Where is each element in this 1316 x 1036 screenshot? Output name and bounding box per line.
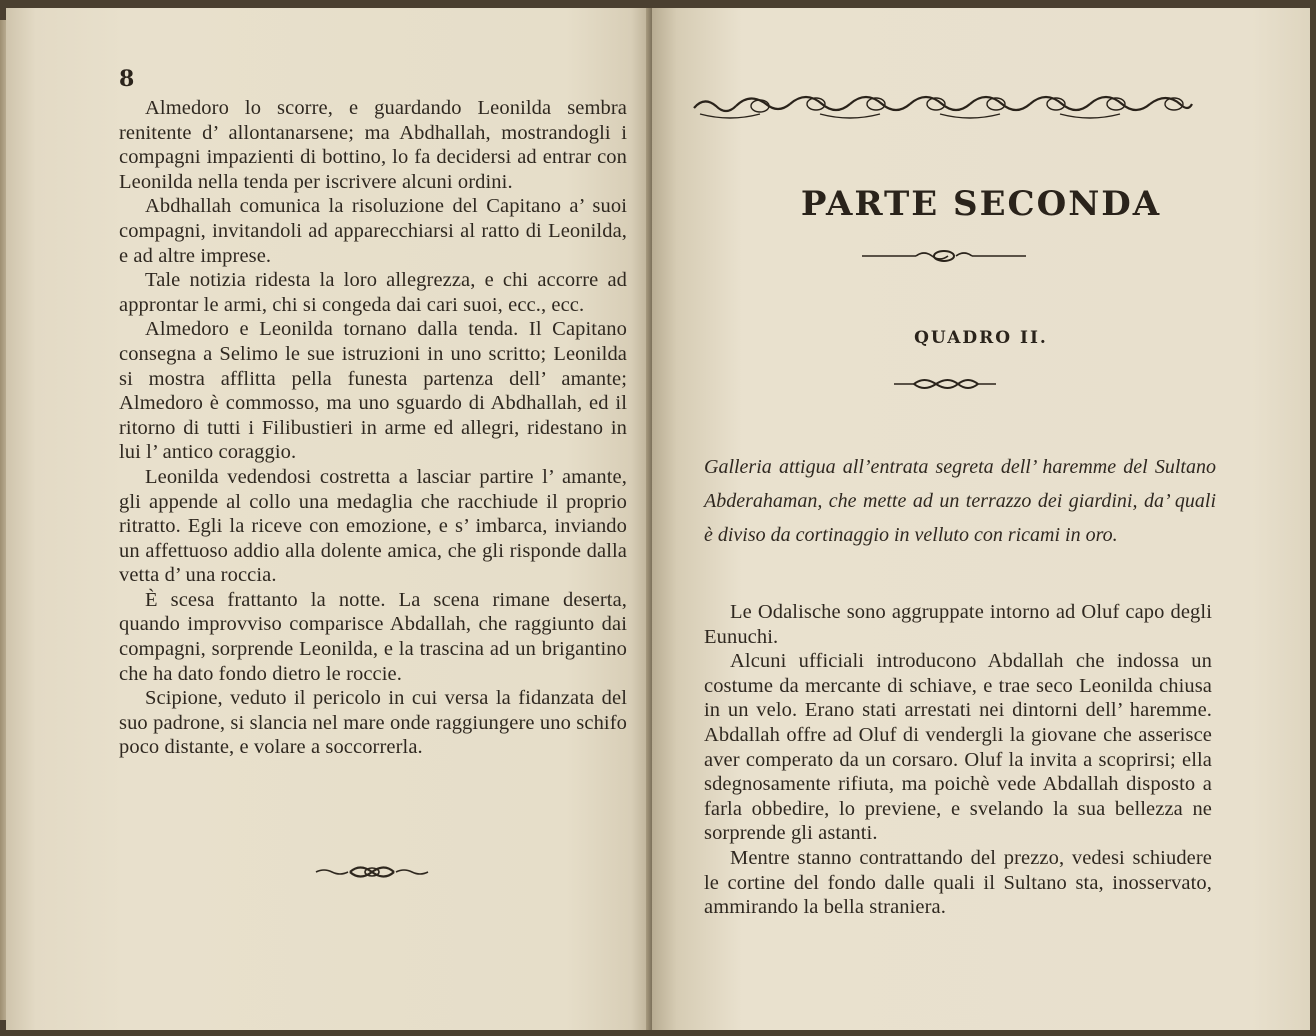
paragraph: Scipione, veduto il pericolo in cui versa la fidanzata del suo padrone, si slancia nel mare onde raggiungere uno schifo poco distante, e volare a soccorrerla.	[119, 687, 627, 759]
right-page	[652, 8, 1310, 1030]
header-ornament	[690, 86, 1196, 126]
paragraph: Tale notizia ridesta la loro allegrezza, e chi accorre ad approntar le armi, chi si congeda dai cari suoi, ecc., ecc.	[119, 269, 627, 316]
page-number: 8	[119, 66, 135, 92]
paragraph: È scesa frattanto la notte. La scena rimane deserta, quando improvviso comparisce Abdallah, che raggiunto dai compagni, sorprende Leonilda, e la trascina ad un brigantino che ha dato fondo dietro le roccie.	[119, 588, 627, 685]
paragraph: Almedoro lo scorre, e guardando Leonilda sembra renitente d’ allontanarsene; ma Abdhallah, mostrandogli i compagni impazienti di bottino, lo fa decidersi ad entrar con Leonilda nella tenda per iscrivere alcuni ordini.	[119, 97, 627, 193]
left-page-text	[119, 96, 627, 760]
scene-title: QUADRO II.	[914, 328, 1048, 348]
title-divider	[860, 246, 1028, 266]
scene-description: Galleria attigua all’entrata segreta dell’ haremme del Sultano Abderahaman, che mette ad un terrazzo dei giardini, da’ quali è diviso da cortinaggio in velluto con ricami in oro.	[704, 456, 1216, 546]
paragraph: Almedoro e Leonilda tornano dalla tenda. Il Capitano consegna a Selimo le sue istruzioni in uno scritto; Leonilda si mostra afflitta pella funesta partenza dell’ amante; Almedoro è commosso, ma uno sguardo di Abdhallah, ed il ritorno di tutti i Filibustieri in arme ed allegri, ridestano in lui l’ antico coraggio.	[119, 318, 627, 464]
end-ornament	[314, 860, 430, 884]
scene-divider	[892, 374, 998, 394]
paragraph: Le Odalische sono aggruppate intorno ad Oluf capo degli Eunuchi.	[704, 601, 1212, 648]
paragraph: Leonilda vedendosi costretta a lasciar partire l’ amante, gli appende al collo una medaglia che racchiude il proprio ritratto. Egli la riceve con emozione, e s’ imbarca, inviando un affettuoso addio alla dolente amica, che gli risponde dalla vetta d’ una roccia.	[119, 465, 627, 587]
right-page-text	[704, 600, 1212, 920]
part-title: PARTE SECONDA	[800, 184, 1162, 224]
paragraph: Abdhallah comunica la risoluzione del Capitano a’ suoi compagni, invitandoli ad apparecchiarsi al ratto di Leonilda, e ad altre imprese.	[119, 195, 627, 267]
paragraph: Mentre stanno contrattando del prezzo, vedesi schiudere le cortine del fondo dalle quali il Sultano sta, inosservato, ammirando la bella straniera.	[704, 846, 1212, 919]
left-page	[6, 8, 652, 1030]
paragraph: Alcuni ufficiali introducono Abdallah che indossa un costume da mercante di schiave, e trae seco Leonilda chiusa in un velo. Erano stati arrestati nei dintorni dell’ haremme. Abdallah offre ad Oluf di vendergli la giovane che asserisce aver comperato da un corsaro. Oluf la invita a scoprirsi; ella sdegnosamente rifiuta, ma poichè vede Abdallah disposto a farla obbedire, lo previene, e svelando la sua bellezza ne sorprende gli astanti.	[704, 650, 1212, 845]
